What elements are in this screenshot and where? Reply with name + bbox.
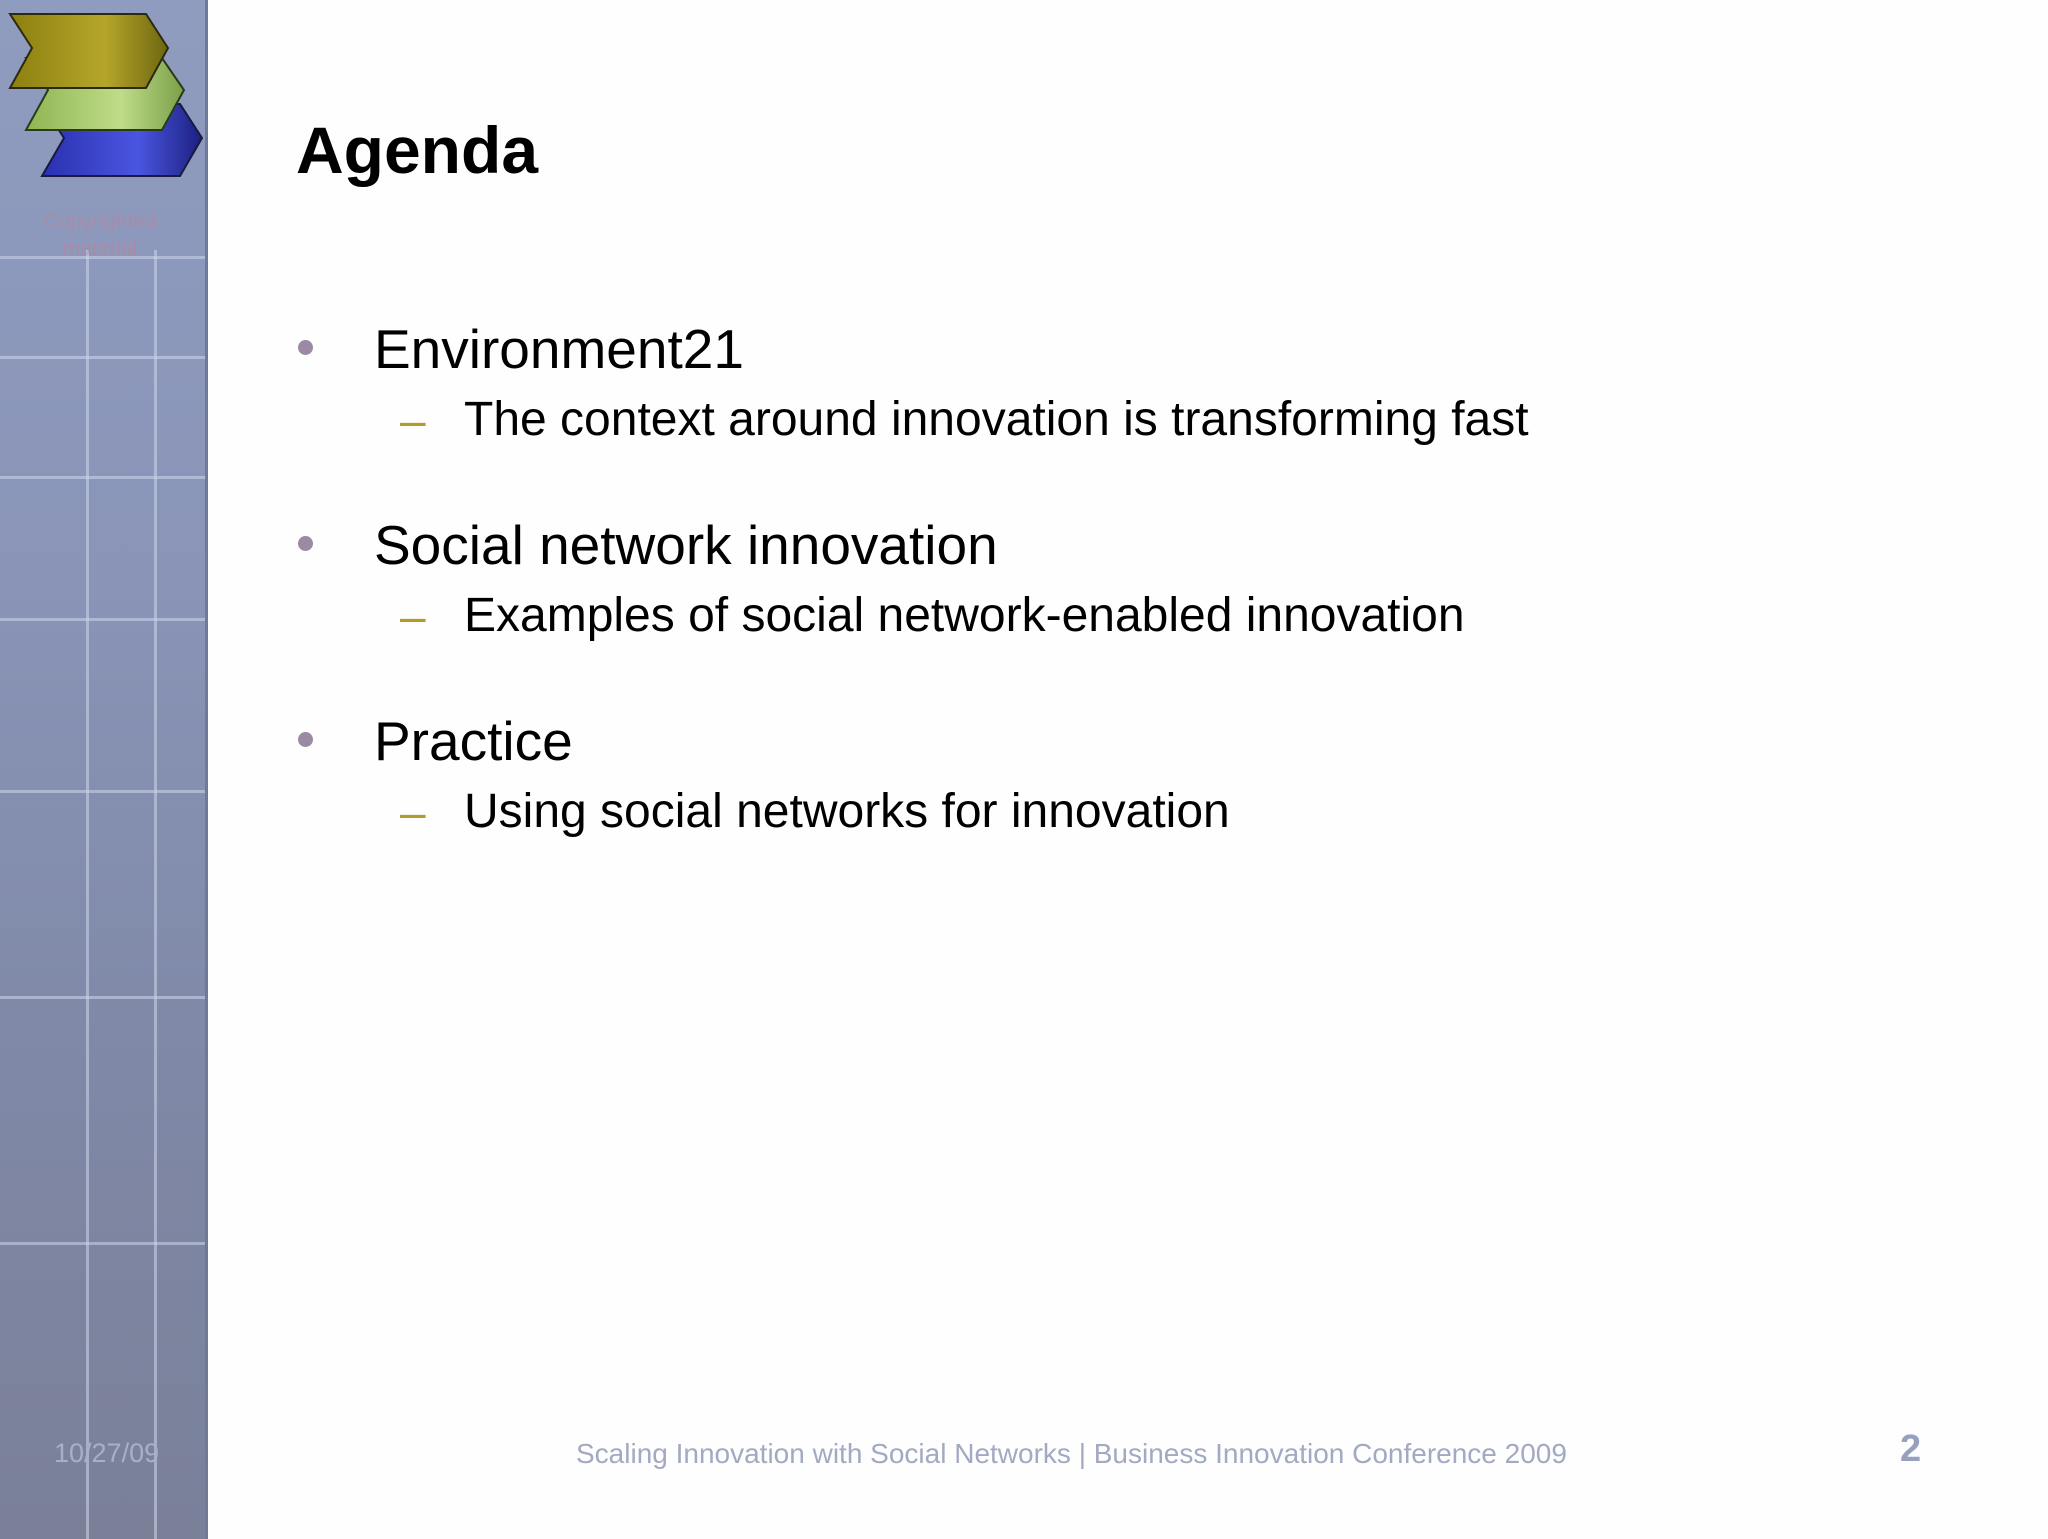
sub-bullet-text: Using social networks for innovation [464, 785, 1230, 838]
footer-title: Scaling Innovation with Social Networks | Business Innovation Conference 2009 [576, 1438, 1567, 1469]
sub-bullet-text: Examples of social network-enabled innovation [464, 589, 1465, 642]
grid-line [0, 790, 208, 793]
grid-line [0, 356, 208, 359]
bullet-list [296, 312, 1896, 900]
bullet-text: Social network innovation [374, 514, 998, 576]
sub-bullet-item [296, 390, 1896, 450]
dash-marker: – [400, 786, 426, 838]
slide-title: Agenda [296, 113, 539, 187]
grid-line [154, 250, 157, 1539]
watermark-text: Copyrighted material [43, 210, 157, 260]
bullet-text: Environment21 [374, 318, 744, 380]
bullet-item [296, 312, 1896, 386]
bullet-dot-icon [298, 340, 313, 355]
grid-line [0, 476, 208, 479]
grid-line [0, 618, 208, 621]
page-number: 2 [1900, 1428, 1922, 1470]
sub-bullet-text: The context around innovation is transforming fast [464, 393, 1529, 446]
sub-bullet-item [296, 586, 1896, 646]
grid-line [0, 996, 208, 999]
grid-line [0, 1242, 208, 1245]
bullet-text: Practice [374, 710, 573, 772]
bullet-item [296, 704, 1896, 778]
dash-marker: – [400, 590, 426, 642]
dash-marker: – [400, 394, 426, 446]
sub-bullet-item [296, 782, 1896, 842]
grid-line [86, 250, 89, 1539]
bullet-item [296, 508, 1896, 582]
stacked-arrows-logo-icon [0, 0, 210, 190]
bullet-dot-icon [298, 732, 313, 747]
bullet-dot-icon [298, 536, 313, 551]
footer-date: 10/27/09 [54, 1438, 160, 1468]
